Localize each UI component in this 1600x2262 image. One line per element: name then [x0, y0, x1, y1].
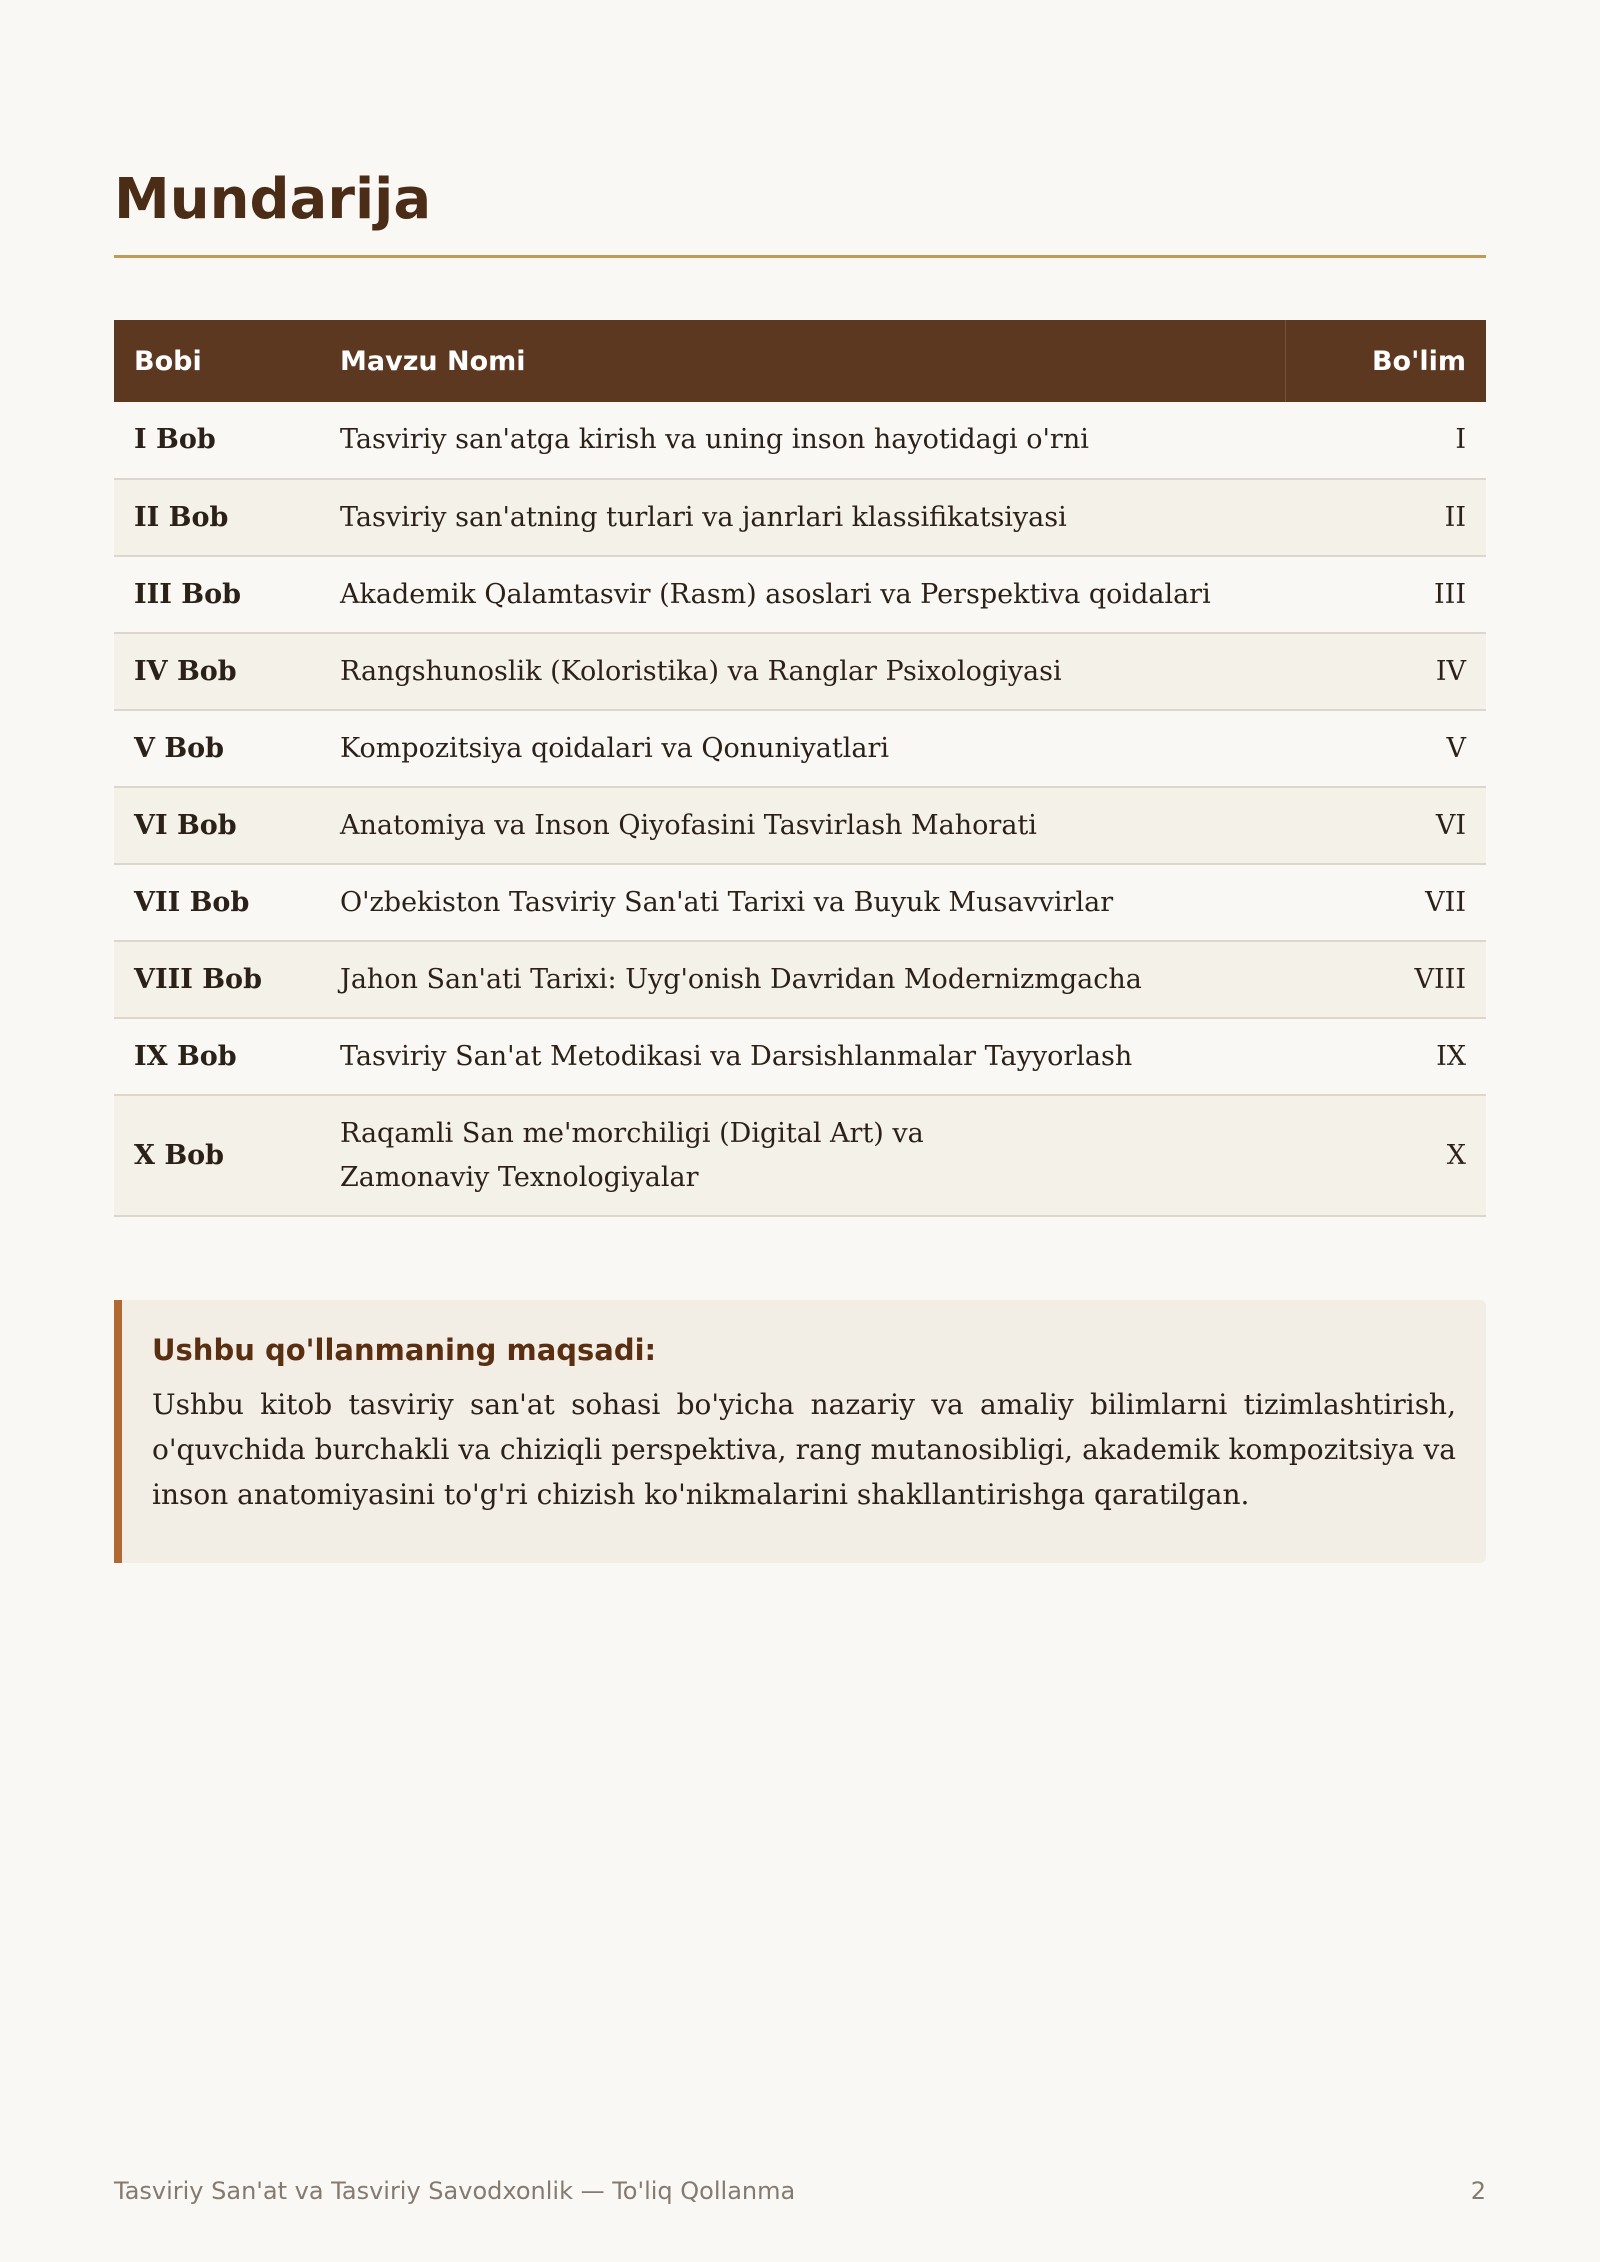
note-text: Ushbu kitob tasviriy san'at sohasi bo'yicha nazariy va amaliy bilimlarni tizimlashtirish, o'quvchida burchakli va chiziqli perspektiva, rang mutanosibligi, akademik kompozitsiya va inson anatomiyasini to'g'ri chizish ko'nikmalarini shakllantirishga qaratilgan.: [152, 1388, 1456, 1511]
footer-book-title: Tasviriy San'at va Tasviriy Savodxonlik — To'liq Qollanma: [114, 2177, 796, 2205]
cell-mavzu: Anatomiya va Inson Qiyofasini Tasvirlash Mahorati: [320, 787, 1286, 864]
cell-bolim: V: [1286, 710, 1487, 787]
cell-mavzu: Tasviriy San'at Metodikasi va Darsishlanmalar Tayyorlash: [320, 1018, 1286, 1095]
header-bolim: Bo'lim: [1286, 320, 1487, 402]
cell-mavzu: Raqamli San me'morchiligi (Digital Art) va Zamonaviy Texnologiyalar: [320, 1095, 1286, 1216]
cell-mavzu: Kompozitsiya qoidalari va Qonuniyatlari: [320, 710, 1286, 787]
cell-bob: I Bob: [114, 402, 320, 479]
cell-bolim: IV: [1286, 633, 1487, 710]
cell-bob: IV Bob: [114, 633, 320, 710]
table-row: [114, 1095, 1486, 1216]
page-number: 2: [1470, 2177, 1486, 2205]
table-row: [114, 710, 1486, 787]
cell-mavzu: Rangshunoslik (Koloristika) va Ranglar Psixologiyasi: [320, 633, 1286, 710]
contents-table: [114, 320, 1486, 1217]
cell-bolim: VI: [1286, 787, 1487, 864]
cell-bolim: II: [1286, 479, 1487, 556]
title-divider: [114, 255, 1486, 258]
cell-mavzu: Akademik Qalamtasvir (Rasm) asoslari va Perspektiva qoidalari: [320, 556, 1286, 633]
cell-bolim: X: [1286, 1095, 1487, 1216]
purpose-note: [114, 1300, 1486, 1563]
cell-bolim: III: [1286, 556, 1487, 633]
cell-bolim: IX: [1286, 1018, 1487, 1095]
cell-bob: VI Bob: [114, 787, 320, 864]
table-row: [114, 1018, 1486, 1095]
cell-mavzu: Tasviriy san'atga kirish va uning inson hayotidagi o'rni: [320, 402, 1286, 479]
header-bobi: Bobi: [134, 345, 202, 377]
cell-bob: III Bob: [114, 556, 320, 633]
cell-bolim: VII: [1286, 864, 1487, 941]
cell-bolim: VIII: [1286, 941, 1487, 1018]
table-row: [114, 402, 1486, 479]
cell-mavzu: O'zbekiston Tasviriy San'ati Tarixi va Buyuk Musavvirlar: [320, 864, 1286, 941]
table-row: [114, 556, 1486, 633]
cell-bob: VIII Bob: [114, 941, 320, 1018]
cell-bob: X Bob: [114, 1095, 320, 1216]
table-row: [114, 941, 1486, 1018]
table-row: [114, 633, 1486, 710]
cell-mavzu: Tasviriy san'atning turlari va janrlari klassifikatsiyasi: [320, 479, 1286, 556]
page-title: Mundarija: [114, 167, 432, 232]
cell-bob: IX Bob: [114, 1018, 320, 1095]
note-title: Ushbu qo'llanmaning maqsadi:: [152, 1333, 657, 1367]
page-footer: [114, 2177, 1486, 2205]
cell-bolim: I: [1286, 402, 1487, 479]
table-row: [114, 787, 1486, 864]
table-header-row: [114, 320, 1486, 402]
header-mavzu: Mavzu Nomi: [340, 345, 526, 377]
table-row: [114, 479, 1486, 556]
table-row: [114, 864, 1486, 941]
cell-bob: II Bob: [114, 479, 320, 556]
cell-mavzu: Jahon San'ati Tarixi: Uyg'onish Davridan Modernizmgacha: [320, 941, 1286, 1018]
cell-bob: V Bob: [114, 710, 320, 787]
cell-bob: VII Bob: [114, 864, 320, 941]
